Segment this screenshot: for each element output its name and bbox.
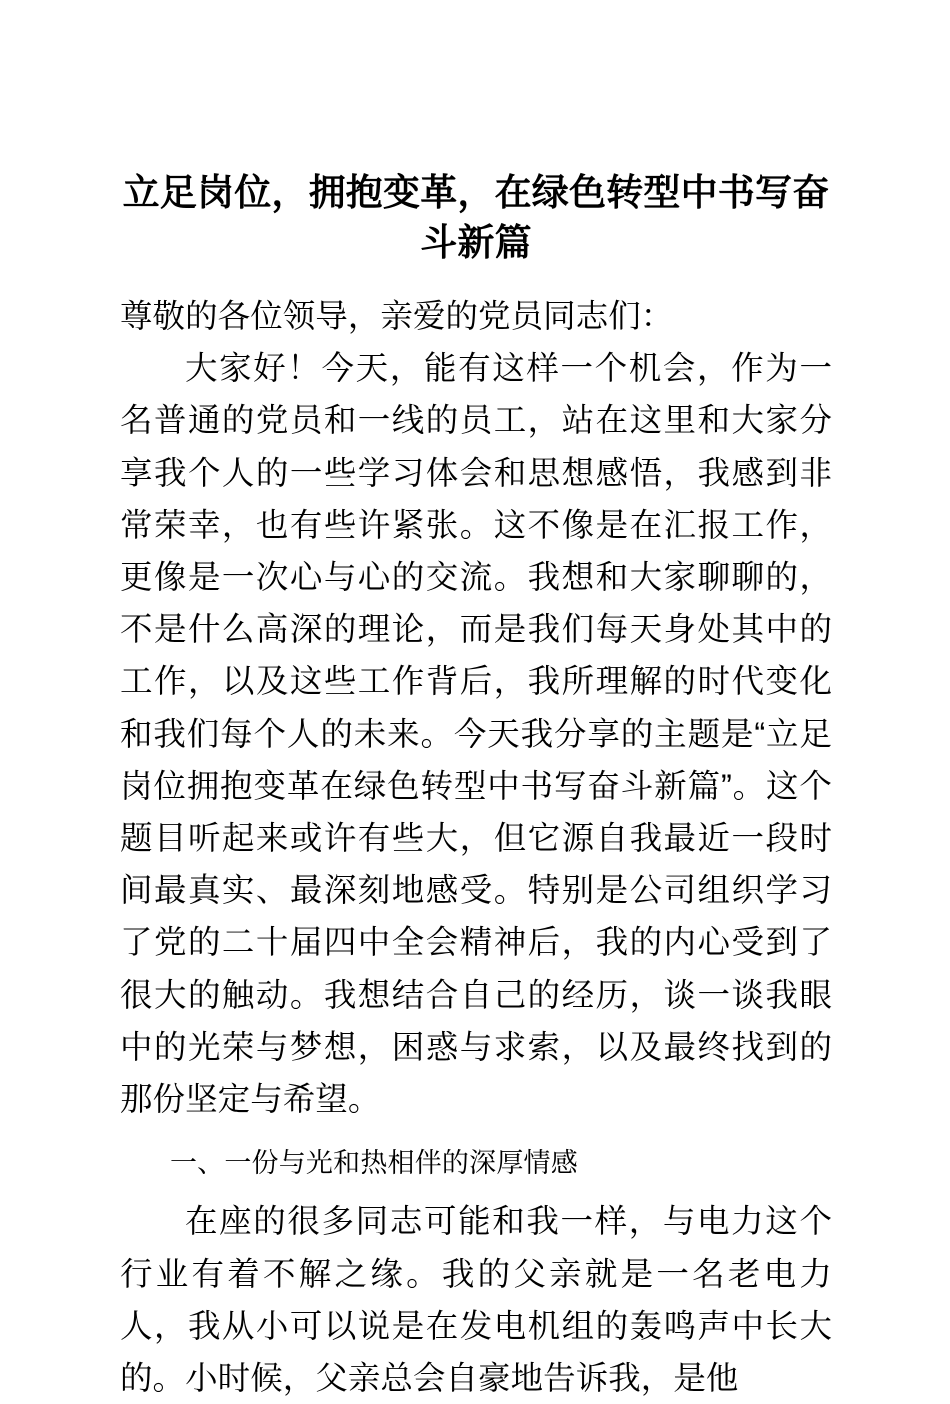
document-content — [120, 0, 832, 1404]
page-title — [120, 168, 832, 268]
heading-spacer-top — [120, 1125, 832, 1137]
page-title-line-1: 立足岗位，拥抱变革，在绿色转型中书写奋斗 — [122, 172, 830, 263]
body-paragraph-1: 大家好！今天，能有这样一个机会，作为一名普通的党员和一线的员工，站在这里和大家分享我个人的一些学习体会和思想感悟，我感到非常荣幸，也有些许紧张。这不像是在汇报工作，更像是一次心与心的交流。我想和大家聊聊的，不是什么高深的理论，而是我们每天身处其中的工作，以及这些工作背后，我所理解的时代变化和我们每个人的未来。今天我分享的主题是“立足岗位拥抱变革在绿色转型中书写奋斗新篇”。这个题目听起来或许有些大，但它源自我最近一段时间最真实、最深刻地感受。特别是公司组织学习了党的二十届四中全会精神后，我的内心受到了很大的触动。我想结合自己的经历，谈一谈我眼中的光荣与梦想，困惑与求索，以及最终找到的那份坚定与希望。 — [120, 350, 832, 1118]
title-block — [120, 0, 832, 268]
title-body-spacer — [120, 268, 832, 290]
section-heading-1: 一、一份与光和热相伴的深厚情感 — [169, 1148, 578, 1179]
salutation-line: 尊敬的各位领导，亲爱的党员同志们： — [120, 298, 674, 334]
page-title-line-2: 新篇 — [457, 222, 532, 263]
section-paragraph-1: 在座的很多同志可能和我一样，与电力这个行业有着不解之缘。我的父亲就是一名老电力人，我从小可以说是在发电机组的轰鸣声中长大的。小时候，父亲总会自豪地告诉我，是他 — [120, 1203, 832, 1397]
